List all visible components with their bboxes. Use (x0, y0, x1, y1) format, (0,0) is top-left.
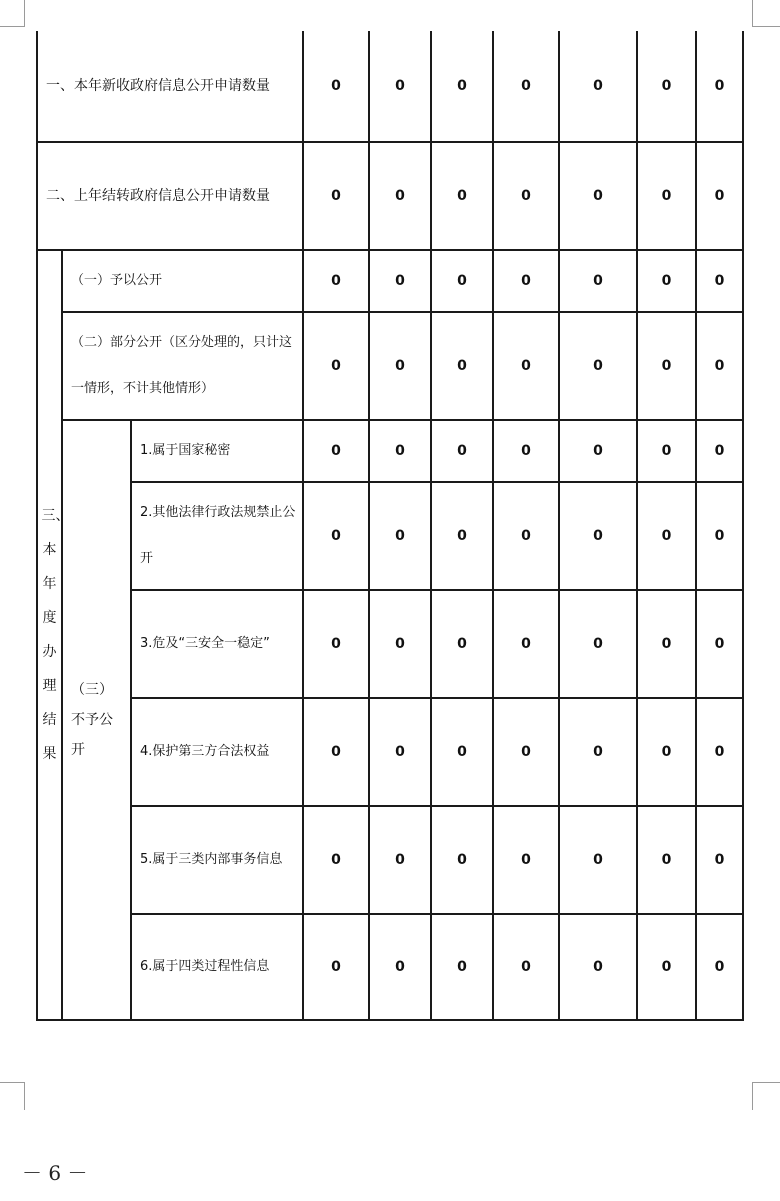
table-row (37, 250, 743, 312)
cell-value: 0 (431, 914, 493, 1020)
cell-value: 0 (369, 420, 431, 482)
disclosure-stats-table (36, 31, 744, 1021)
result-header: 三、本年度办理结果 (41, 508, 70, 762)
row-label: 4.保护第三方合法权益 (131, 698, 303, 806)
cell-value: 0 (493, 698, 559, 806)
cell-value: 0 (431, 31, 493, 142)
table-row (37, 590, 743, 698)
crop-mark-top-right-v (752, 0, 753, 26)
table-row (37, 698, 743, 806)
cell-value: 0 (369, 250, 431, 312)
row-label: （二）部分公开（区分处理的，只计这一情形，不计其他情形） (62, 312, 303, 420)
cell-value: 0 (303, 806, 369, 914)
row-label: 2.其他法律行政法规禁止公开 (131, 482, 303, 590)
crop-mark-top-right-h (752, 26, 780, 27)
cell-value: 0 (696, 698, 743, 806)
cell-value: 0 (303, 250, 369, 312)
cell-value: 0 (637, 31, 696, 142)
cell-value: 0 (303, 142, 369, 250)
cell-value: 0 (431, 142, 493, 250)
cell-value: 0 (303, 312, 369, 420)
cell-value: 0 (431, 590, 493, 698)
cell-value: 0 (559, 590, 637, 698)
cell-value: 0 (431, 312, 493, 420)
cell-value: 0 (696, 590, 743, 698)
cell-value: 0 (559, 698, 637, 806)
cell-value: 0 (559, 250, 637, 312)
cell-value: 0 (493, 31, 559, 142)
table-row (37, 806, 743, 914)
cell-value: 0 (303, 590, 369, 698)
crop-mark-top-left-v (24, 0, 25, 26)
cell-value: 0 (637, 250, 696, 312)
cell-value: 0 (696, 420, 743, 482)
cell-value: 0 (431, 420, 493, 482)
cell-value: 0 (303, 482, 369, 590)
cell-value: 0 (637, 142, 696, 250)
cell-value: 0 (431, 806, 493, 914)
cell-value: 0 (559, 806, 637, 914)
row-label: 二、上年结转政府信息公开申请数量 (37, 142, 303, 250)
crop-mark-bottom-right-h (752, 1082, 780, 1083)
cell-value: 0 (493, 420, 559, 482)
cell-value: 0 (493, 142, 559, 250)
cell-value: 0 (559, 31, 637, 142)
crop-mark-bottom-left-v (24, 1082, 25, 1110)
table-row (37, 312, 743, 420)
cell-value: 0 (559, 312, 637, 420)
cell-value: 0 (303, 420, 369, 482)
cell-value: 0 (696, 250, 743, 312)
cell-value: 0 (493, 914, 559, 1020)
cell-value: 0 (431, 250, 493, 312)
cell-value: 0 (431, 482, 493, 590)
cell-value: 0 (696, 31, 743, 142)
crop-mark-bottom-right-v (752, 1082, 753, 1110)
page-number: － 6 － (22, 1161, 88, 1185)
cell-value: 0 (637, 590, 696, 698)
row-label: 5.属于三类内部事务信息 (131, 806, 303, 914)
cell-value: 0 (369, 482, 431, 590)
cell-value: 0 (696, 806, 743, 914)
cell-value: 0 (559, 482, 637, 590)
row-label: 1.属于国家秘密 (131, 420, 303, 482)
row-label: 3.危及“三安全一稳定” (131, 590, 303, 698)
cell-value: 0 (369, 806, 431, 914)
cell-value: 0 (696, 142, 743, 250)
cell-value: 0 (637, 914, 696, 1020)
table-row (37, 142, 743, 250)
cell-value: 0 (369, 31, 431, 142)
cell-value: 0 (369, 698, 431, 806)
crop-mark-bottom-left-h (0, 1082, 25, 1083)
row-label: 6.属于四类过程性信息 (131, 914, 303, 1020)
cell-value: 0 (559, 914, 637, 1020)
cell-value: 0 (369, 914, 431, 1020)
cell-value: 0 (493, 250, 559, 312)
cell-value: 0 (369, 142, 431, 250)
cell-value: 0 (696, 312, 743, 420)
cell-value: 0 (637, 806, 696, 914)
cell-value: 0 (493, 312, 559, 420)
crop-mark-top-left-h (0, 26, 25, 27)
table-row (37, 914, 743, 1020)
cell-value: 0 (493, 482, 559, 590)
cell-value: 0 (637, 420, 696, 482)
cell-value: 0 (696, 482, 743, 590)
cell-value: 0 (637, 482, 696, 590)
cell-value: 0 (637, 698, 696, 806)
row-label: （一）予以公开 (62, 250, 303, 312)
cell-value: 0 (303, 698, 369, 806)
cell-value: 0 (493, 806, 559, 914)
cell-value: 0 (637, 312, 696, 420)
table-row (37, 31, 743, 142)
row-label: 一、本年新收政府信息公开申请数量 (37, 31, 303, 142)
table-row (37, 482, 743, 590)
cell-value: 0 (559, 420, 637, 482)
not-disclose-header: （三）不予公开 (62, 420, 131, 1020)
cell-value: 0 (369, 590, 431, 698)
cell-value: 0 (493, 590, 559, 698)
table-row (37, 420, 743, 482)
cell-value: 0 (369, 312, 431, 420)
cell-value: 0 (696, 914, 743, 1020)
cell-value: 0 (559, 142, 637, 250)
result-header-cell (37, 250, 70, 1020)
cell-value: 0 (303, 31, 369, 142)
cell-value: 0 (431, 698, 493, 806)
cell-value: 0 (303, 914, 369, 1020)
